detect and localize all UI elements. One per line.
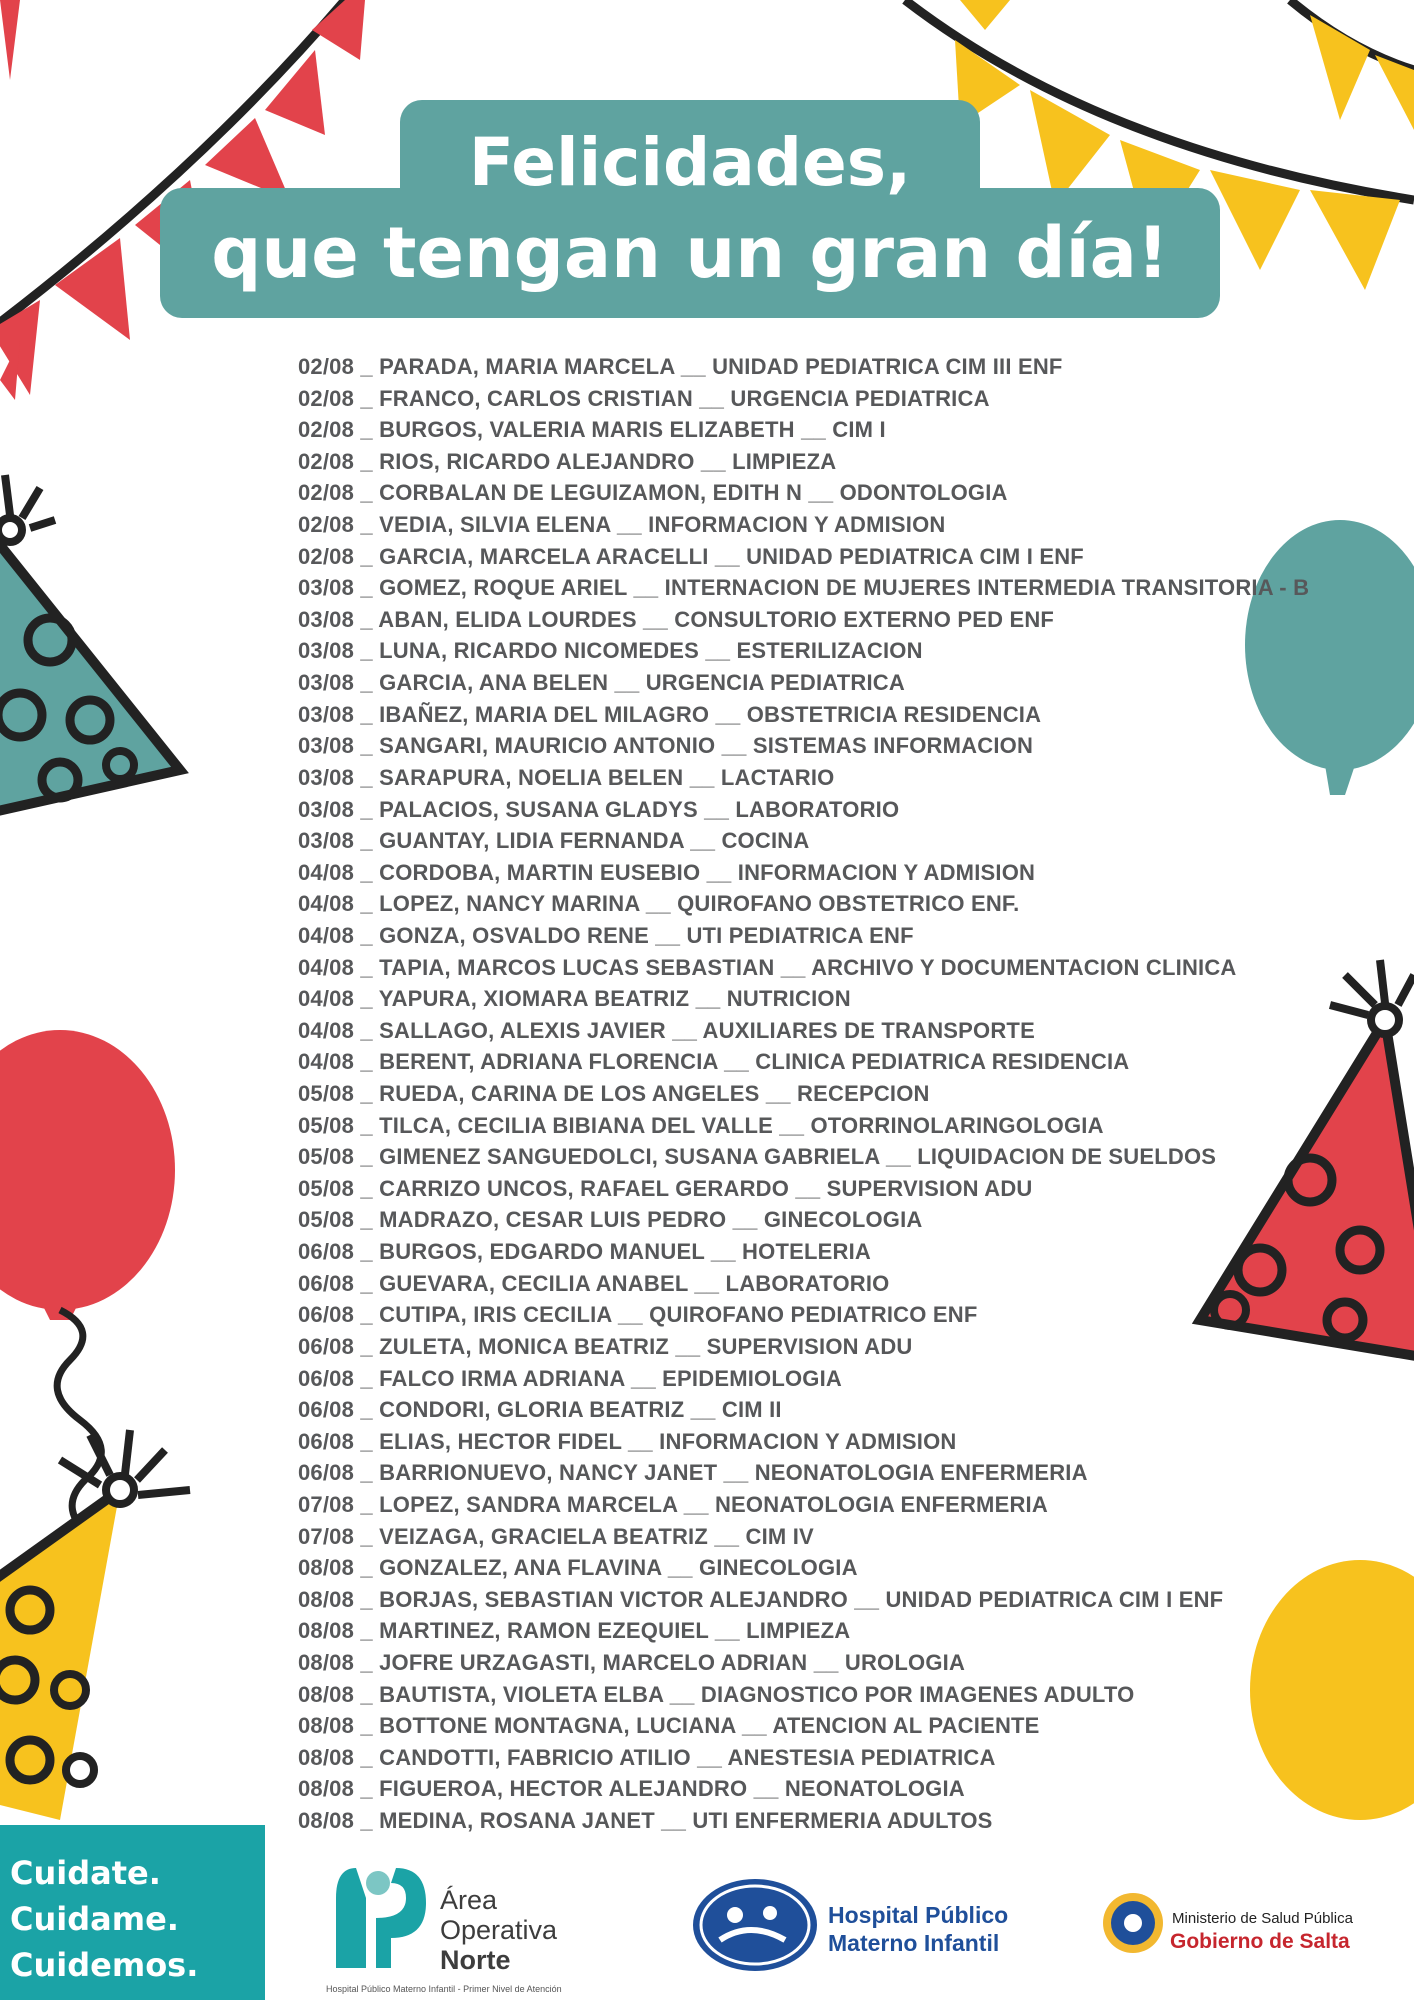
birthday-list-item: 03/08 _ GARCIA, ANA BELEN __ URGENCIA PEDIATRICA	[298, 670, 905, 696]
birthday-list-item: 05/08 _ MADRAZO, CESAR LUIS PEDRO __ GINECOLOGIA	[298, 1207, 923, 1233]
area-operativa-logo-icon	[326, 1858, 436, 1978]
slogan-line: Cuidate.	[10, 1854, 161, 1892]
birthday-list-item: 04/08 _ GONZA, OSVALDO RENE __ UTI PEDIATRICA ENF	[298, 922, 914, 948]
birthday-list-item: 03/08 _ IBAÑEZ, MARIA DEL MILAGRO __ OBSTETRICIA RESIDENCIA	[298, 701, 1042, 727]
birthday-list-item: 02/08 _ FRANCO, CARLOS CRISTIAN __ URGENCIA PEDIATRICA	[298, 385, 990, 411]
hospital-logo-line1: Hospital Público	[828, 1902, 1009, 1928]
birthday-list-item: 06/08 _ ZULETA, MONICA BEATRIZ __ SUPERVISION ADU	[298, 1333, 913, 1359]
birthday-list-item: 07/08 _ VEIZAGA, GRACIELA BEATRIZ __ CIM IV	[298, 1523, 814, 1549]
birthday-list-item: 08/08 _ BOTTONE MONTAGNA, LUCIANA __ ATENCION AL PACIENTE	[298, 1713, 1040, 1739]
birthday-list-item: 05/08 _ TILCA, CECILIA BIBIANA DEL VALLE __ OTORRINOLARINGOLOGIA	[298, 1112, 1104, 1138]
birthday-list-item: 04/08 _ LOPEZ, NANCY MARINA __ QUIROFANO OBSTETRICO ENF.	[298, 891, 1020, 917]
birthday-list-item: 07/08 _ LOPEZ, SANDRA MARCELA __ NEONATOLOGIA ENFERMERIA	[298, 1491, 1048, 1517]
birthday-list-item: 04/08 _ TAPIA, MARCOS LUCAS SEBASTIAN __ ARCHIVO Y DOCUMENTACION CLINICA	[298, 954, 1237, 980]
birthday-list-item: 04/08 _ BERENT, ADRIANA FLORENCIA __ CLINICA PEDIATRICA RESIDENCIA	[298, 1049, 1130, 1075]
hospital-logo-icon	[690, 1875, 820, 1975]
birthday-list-item: 03/08 _ SANGARI, MAURICIO ANTONIO __ SISTEMAS INFORMACION	[298, 733, 1034, 759]
hospital-logo-line2: Materno Infantil	[828, 1930, 1000, 1956]
ministry-logo-line1: Ministerio de Salud Pública	[1172, 1910, 1353, 1927]
title-line-1: Felicidades,	[468, 124, 912, 201]
birthday-list-item: 06/08 _ GUEVARA, CECILIA ANABEL __ LABORATORIO	[298, 1270, 890, 1296]
party-hat-icon	[0, 1430, 190, 1820]
birthday-list-item: 06/08 _ BURGOS, EDGARDO MANUEL __ HOTELERIA	[298, 1239, 871, 1265]
birthday-list-item: 05/08 _ GIMENEZ SANGUEDOLCI, SUSANA GABRIELA __ LIQUIDACION DE SUELDOS	[298, 1144, 1217, 1170]
area-logo-subtitle: Hospital Público Materno Infantil - Primer Nivel de Atención	[326, 1984, 562, 1994]
birthday-list-item: 06/08 _ ELIAS, HECTOR FIDEL __ INFORMACION Y ADMISION	[298, 1428, 957, 1454]
birthday-list-item: 08/08 _ FIGUEROA, HECTOR ALEJANDRO __ NEONATOLOGIA	[298, 1776, 965, 1802]
birthday-list-item: 02/08 _ PARADA, MARIA MARCELA __ UNIDAD PEDIATRICA CIM III ENF	[298, 354, 1063, 379]
birthday-list-item: 02/08 _ CORBALAN DE LEGUIZAMON, EDITH N __ ODONTOLOGIA	[298, 480, 1008, 506]
birthday-list-item: 06/08 _ BARRIONUEVO, NANCY JANET __ NEONATOLOGIA ENFERMERIA	[298, 1460, 1088, 1486]
title-line-2: que tengan un gran día!	[211, 212, 1169, 294]
area-logo-line3: Norte	[440, 1945, 511, 1975]
birthday-list-item: 08/08 _ MARTINEZ, RAMON EZEQUIEL __ LIMPIEZA	[298, 1618, 851, 1644]
birthday-list	[298, 351, 1358, 1837]
birthday-list-item: 02/08 _ RIOS, RICARDO ALEJANDRO __ LIMPIEZA	[298, 448, 837, 474]
birthday-list-item: 08/08 _ BAUTISTA, VIOLETA ELBA __ DIAGNOSTICO POR IMAGENES ADULTO	[298, 1681, 1135, 1707]
birthday-list-item: 02/08 _ VEDIA, SILVIA ELENA __ INFORMACION Y ADMISION	[298, 512, 946, 538]
birthday-list-item: 08/08 _ GONZALEZ, ANA FLAVINA __ GINECOLOGIA	[298, 1555, 858, 1581]
salta-seal-icon	[1100, 1885, 1166, 1965]
birthday-list-item: 03/08 _ GUANTAY, LIDIA FERNANDA __ COCINA	[298, 828, 810, 854]
birthday-list-item: 08/08 _ JOFRE URZAGASTI, MARCELO ADRIAN __ UROLOGIA	[298, 1649, 966, 1675]
slogan-line: Cuidame.	[10, 1900, 179, 1938]
birthday-list-item: 05/08 _ CARRIZO UNCOS, RAFAEL GERARDO __ SUPERVISION ADU	[298, 1175, 1033, 1201]
birthday-list-item: 06/08 _ CUTIPA, IRIS CECILIA __ QUIROFANO PEDIATRICO ENF	[298, 1302, 978, 1328]
birthday-list-item: 03/08 _ GOMEZ, ROQUE ARIEL __ INTERNACION DE MUJERES INTERMEDIA TRANSITORIA - B	[298, 575, 1310, 601]
birthday-list-item: 03/08 _ PALACIOS, SUSANA GLADYS __ LABORATORIO	[298, 796, 900, 822]
birthday-list-item: 03/08 _ SARAPURA, NOELIA BELEN __ LACTARIO	[298, 764, 835, 790]
birthday-list-item: 04/08 _ YAPURA, XIOMARA BEATRIZ __ NUTRICION	[298, 986, 851, 1012]
birthday-list-item: 08/08 _ CANDOTTI, FABRICIO ATILIO __ ANESTESIA PEDIATRICA	[298, 1744, 996, 1770]
birthday-list-item: 08/08 _ MEDINA, ROSANA JANET __ UTI ENFERMERIA ADULTOS	[298, 1808, 993, 1834]
birthday-list-item: 06/08 _ FALCO IRMA ADRIANA __ EPIDEMIOLOGIA	[298, 1365, 843, 1391]
birthday-list-item: 05/08 _ RUEDA, CARINA DE LOS ANGELES __ RECEPCION	[298, 1081, 930, 1107]
area-logo-line2: Operativa	[440, 1915, 558, 1945]
area-logo-line1: Área	[440, 1885, 498, 1915]
birthday-list-item: 02/08 _ GARCIA, MARCELA ARACELLI __ UNIDAD PEDIATRICA CIM I ENF	[298, 543, 1084, 569]
party-hat-icon	[0, 475, 180, 815]
birthday-list-item: 06/08 _ CONDORI, GLORIA BEATRIZ __ CIM II	[298, 1397, 782, 1423]
birthday-list-item: 08/08 _ BORJAS, SEBASTIAN VICTOR ALEJANDRO __ UNIDAD PEDIATRICA CIM I ENF	[298, 1586, 1224, 1612]
slogan-line: Cuidemos.	[10, 1946, 199, 1984]
birthday-list-item: 04/08 _ SALLAGO, ALEXIS JAVIER __ AUXILIARES DE TRANSPORTE	[298, 1017, 1035, 1043]
birthday-list-item: 04/08 _ CORDOBA, MARTIN EUSEBIO __ INFORMACION Y ADMISION	[298, 859, 1036, 885]
birthday-list-item: 03/08 _ ABAN, ELIDA LOURDES __ CONSULTORIO EXTERNO PED ENF	[298, 606, 1055, 632]
birthday-list-item: 03/08 _ LUNA, RICARDO NICOMEDES __ ESTERILIZACION	[298, 638, 923, 664]
birthday-list-item: 02/08 _ BURGOS, VALERIA MARIS ELIZABETH __ CIM I	[298, 417, 886, 443]
ministry-logo-line2: Gobierno de Salta	[1170, 1930, 1350, 1953]
